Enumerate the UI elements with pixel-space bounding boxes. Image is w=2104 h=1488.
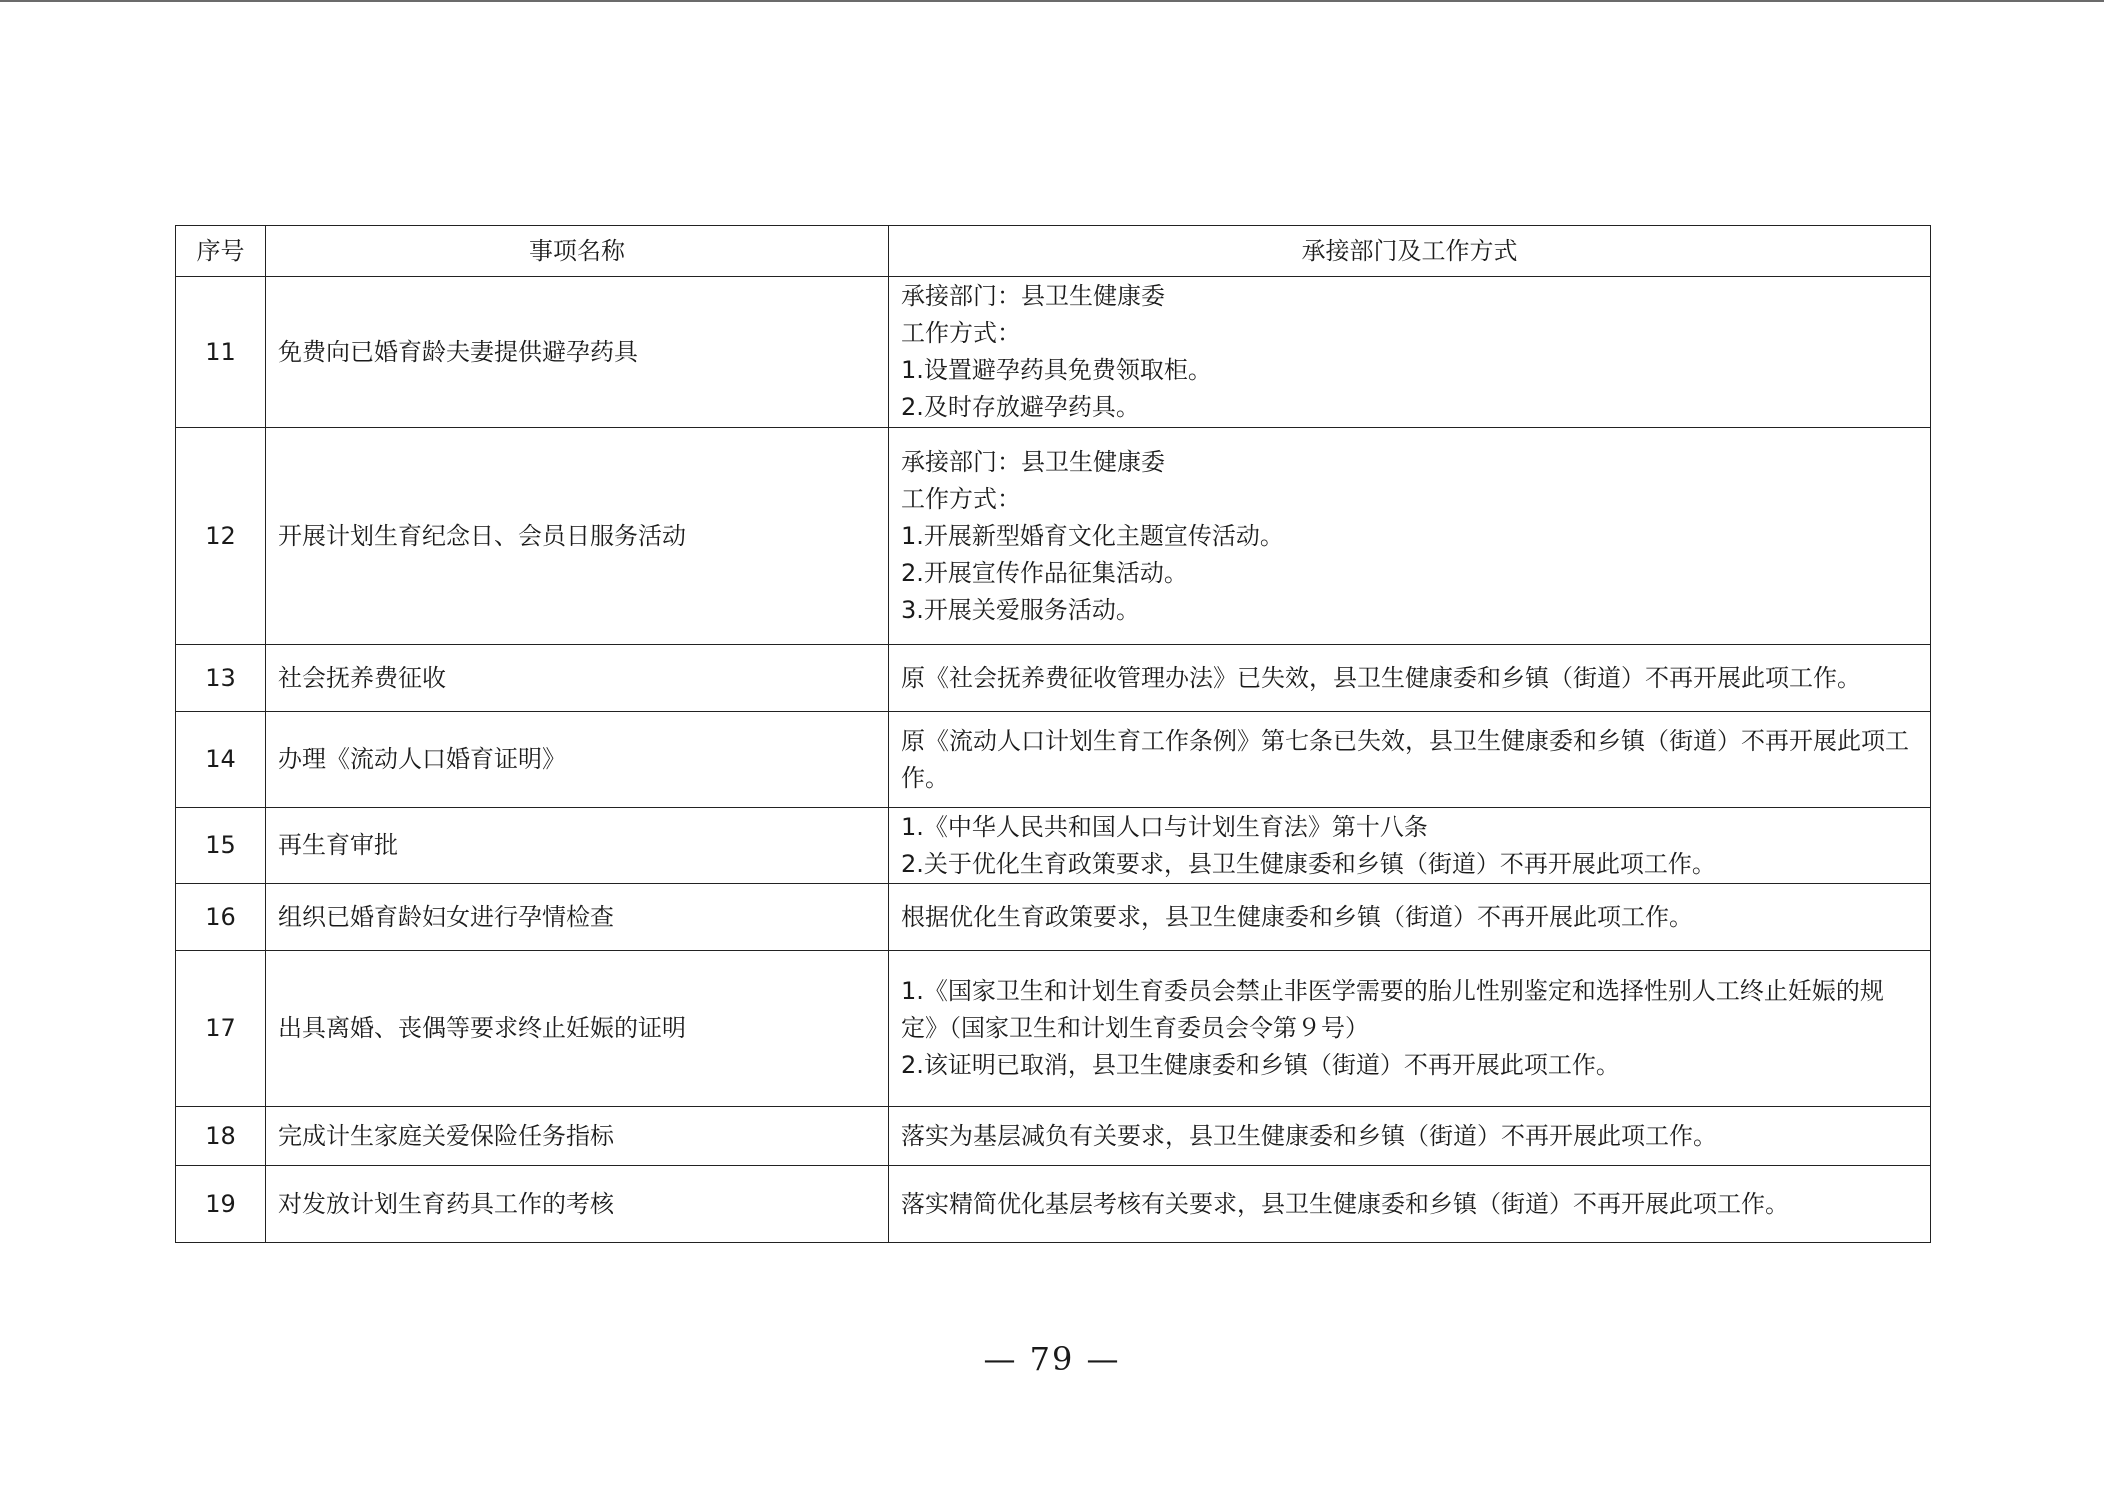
detail-line: 落实精简优化基层考核有关要求，县卫生健康委和乡镇（街道）不再开展此项工作。 bbox=[901, 1189, 1789, 1218]
table-row bbox=[176, 277, 1931, 428]
item-name: 办理《流动人口婚育证明》 bbox=[266, 712, 889, 808]
page-number: — 79 — bbox=[983, 1340, 1121, 1378]
table-row bbox=[176, 428, 1931, 645]
detail-line: 1.开展新型婚育文化主题宣传活动。 bbox=[901, 521, 1284, 550]
table-row bbox=[176, 712, 1931, 808]
task-table bbox=[175, 225, 1931, 1243]
detail-line: 原《流动人口计划生育工作条例》第七条已失效，县卫生健康委和乡镇（街道）不再开展此项工作。 bbox=[901, 726, 1909, 792]
table-row bbox=[176, 808, 1931, 884]
item-name: 出具离婚、丧偶等要求终止妊娠的证明 bbox=[266, 951, 889, 1107]
header-item-name: 事项名称 bbox=[266, 226, 889, 277]
detail-line: 1.设置避孕药具免费领取柜。 bbox=[901, 356, 1212, 384]
table-row bbox=[176, 645, 1931, 712]
detail-cell bbox=[889, 1107, 1931, 1166]
detail-line: 2.及时存放避孕药具。 bbox=[901, 393, 1140, 421]
detail-cell bbox=[889, 884, 1931, 951]
detail-line: 承接部门：县卫生健康委 bbox=[901, 282, 1165, 310]
detail-cell bbox=[889, 951, 1931, 1107]
header-department-method: 承接部门及工作方式 bbox=[889, 226, 1931, 277]
detail-line: 根据优化生育政策要求，县卫生健康委和乡镇（街道）不再开展此项工作。 bbox=[901, 902, 1693, 931]
item-name: 免费向已婚育龄夫妻提供避孕药具 bbox=[266, 277, 889, 428]
item-name: 开展计划生育纪念日、会员日服务活动 bbox=[266, 428, 889, 645]
row-number: 14 bbox=[176, 712, 266, 808]
row-number: 16 bbox=[176, 884, 266, 951]
row-number: 11 bbox=[176, 277, 266, 428]
detail-cell bbox=[889, 645, 1931, 712]
row-number: 18 bbox=[176, 1107, 266, 1166]
detail-line: 2.该证明已取消，县卫生健康委和乡镇（街道）不再开展此项工作。 bbox=[901, 1051, 1620, 1079]
table-header-row bbox=[176, 226, 1931, 277]
detail-cell bbox=[889, 808, 1931, 884]
item-name: 组织已婚育龄妇女进行孕情检查 bbox=[266, 884, 889, 951]
header-serial: 序号 bbox=[176, 226, 266, 277]
detail-line: 1.《国家卫生和计划生育委员会禁止非医学需要的胎儿性别鉴定和选择性别人工终止妊娠的规定》（国家卫生和计划生育委员会令第９号） bbox=[901, 977, 1884, 1042]
detail-cell bbox=[889, 277, 1931, 428]
table-row bbox=[176, 884, 1931, 951]
row-number: 19 bbox=[176, 1166, 266, 1243]
detail-line: 落实为基层减负有关要求，县卫生健康委和乡镇（街道）不再开展此项工作。 bbox=[901, 1121, 1717, 1150]
detail-line: 承接部门：县卫生健康委 bbox=[901, 447, 1165, 476]
table-row bbox=[176, 1166, 1931, 1243]
row-number: 13 bbox=[176, 645, 266, 712]
item-name: 社会抚养费征收 bbox=[266, 645, 889, 712]
detail-line: 2.关于优化生育政策要求，县卫生健康委和乡镇（街道）不再开展此项工作。 bbox=[901, 849, 1716, 878]
detail-cell bbox=[889, 712, 1931, 808]
item-name: 完成计生家庭关爱保险任务指标 bbox=[266, 1107, 889, 1166]
table-row bbox=[176, 1107, 1931, 1166]
item-name: 对发放计划生育药具工作的考核 bbox=[266, 1166, 889, 1243]
row-number: 15 bbox=[176, 808, 266, 884]
detail-cell bbox=[889, 1166, 1931, 1243]
detail-line: 1.《中华人民共和国人口与计划生育法》第十八条 bbox=[901, 812, 1428, 841]
detail-cell bbox=[889, 428, 1931, 645]
detail-line: 工作方式： bbox=[901, 484, 1021, 513]
table-row bbox=[176, 951, 1931, 1107]
item-name: 再生育审批 bbox=[266, 808, 889, 884]
detail-line: 原《社会抚养费征收管理办法》已失效，县卫生健康委和乡镇（街道）不再开展此项工作。 bbox=[901, 663, 1861, 692]
top-border-rule bbox=[0, 0, 2104, 2]
detail-line: 3.开展关爱服务活动。 bbox=[901, 595, 1140, 624]
detail-line: 工作方式： bbox=[901, 319, 1021, 347]
row-number: 12 bbox=[176, 428, 266, 645]
detail-line: 2.开展宣传作品征集活动。 bbox=[901, 558, 1188, 587]
row-number: 17 bbox=[176, 951, 266, 1107]
